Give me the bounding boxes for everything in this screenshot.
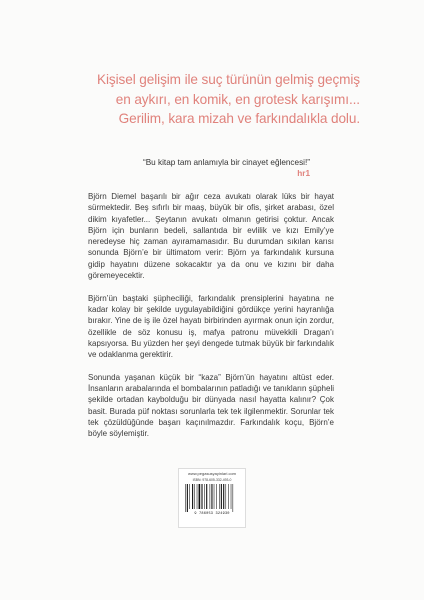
publisher-url: www.pegasusyayinlari.com (187, 471, 237, 476)
quote-source: hr1 (297, 169, 310, 178)
review-quote (104, 157, 310, 179)
synopsis (88, 191, 334, 451)
isbn-label: ISBN: 978-605-332-493-0 (192, 478, 232, 482)
tagline-line-2: en aykırı, en komik, en grotesk karışımı... (115, 91, 360, 107)
barcode-bar (219, 484, 220, 509)
barcode-bar (197, 484, 198, 509)
barcode-bar (214, 484, 215, 509)
barcode-bar (199, 484, 201, 509)
barcode-panel (178, 468, 246, 528)
synopsis-paragraph-3: Sonunda yaşanan küçük bir “kaza” Björn’ün hayatını altüst eder. İnsanların arabalarında el bombalarının patladığı ve tanıkların şüpheli şekilde ortadan kaybolduğu bir dünyada nasıl hayatta kalınır? Çok basit. Burada püf noktası sorunlarla tek tek ilgilenmektir. Sorunlar tek tek çözüldüğünde başarı kaçınılmazdır. Farkındalık koçu, Björn’e böyle söylemiştir. (88, 372, 334, 439)
barcode-bar (221, 484, 222, 509)
barcode-bar (223, 484, 224, 509)
barcode-bar (226, 484, 227, 509)
barcode-bar (204, 484, 205, 509)
tagline (70, 70, 360, 129)
barcode-bar (210, 484, 211, 509)
tagline-line-3: Gerilim, kara mizah ve farkındalıkla dolu. (118, 111, 360, 126)
barcode-bar (187, 484, 188, 512)
tagline-line-1: Kişisel gelişim ile suç türünün gelmiş geçmiş (97, 72, 360, 87)
barcode-bar (231, 484, 232, 509)
barcode-bar (185, 484, 186, 512)
synopsis-paragraph-2: Björn’ün baştaki şüpheciliği, farkındalık prensiplerini hayatına ne kadar kolay bir şekilde uygulayabildiğini gördükçe yerini hayranlığa bırakır. Yine de iş ile özel hayatı birbirinden ayırmak onun için zordur, özellikle de söz konusu iş, mafya patronu müvekkili Dragan’ı kapsıyorsa. Bu yüzden her şeyi dengede tutmak büyük bir farkındalık ve odaklanma gerektirir. (88, 293, 334, 360)
barcode-bar (228, 484, 229, 509)
barcode-bar (192, 484, 193, 509)
barcode-bar (194, 484, 195, 509)
synopsis-paragraph-1: Björn Diemel başarılı bir ağır ceza avukatı olarak lüks bir hayat sürmektedir. Beş sıfırlı bir maaş, büyük bir ofis, şirket arabası, özel dikim kıyafetler... Şeytanın avukatı olmanın getirisi çoktur. Ancak Björn için bunların bedeli, sallantıda bir evlilik ve kızı Emily’ye neredeyse hiç zaman ayıramamasıdır. Bu durumdan sıkılan karısı sonunda Björn’e bir ültimatom verir: Björn ya farkındalık kursuna gidip hayatını düzene sokacaktır ya da onu ve kızını bir daha göremeyecektir. (88, 192, 334, 281)
quote-text: “Bu kitap tam anlamıyla bir cinayet eğlencesi!” (142, 158, 310, 167)
barcode-bar (189, 484, 190, 509)
barcode-bar (216, 484, 217, 509)
barcode-bar (206, 484, 207, 509)
barcode-bar (233, 484, 234, 512)
barcode-bar (201, 484, 202, 509)
barcode-icon (184, 484, 240, 512)
barcode-number: 9 786053 324930 (194, 512, 230, 516)
barcode-bar (211, 484, 212, 509)
